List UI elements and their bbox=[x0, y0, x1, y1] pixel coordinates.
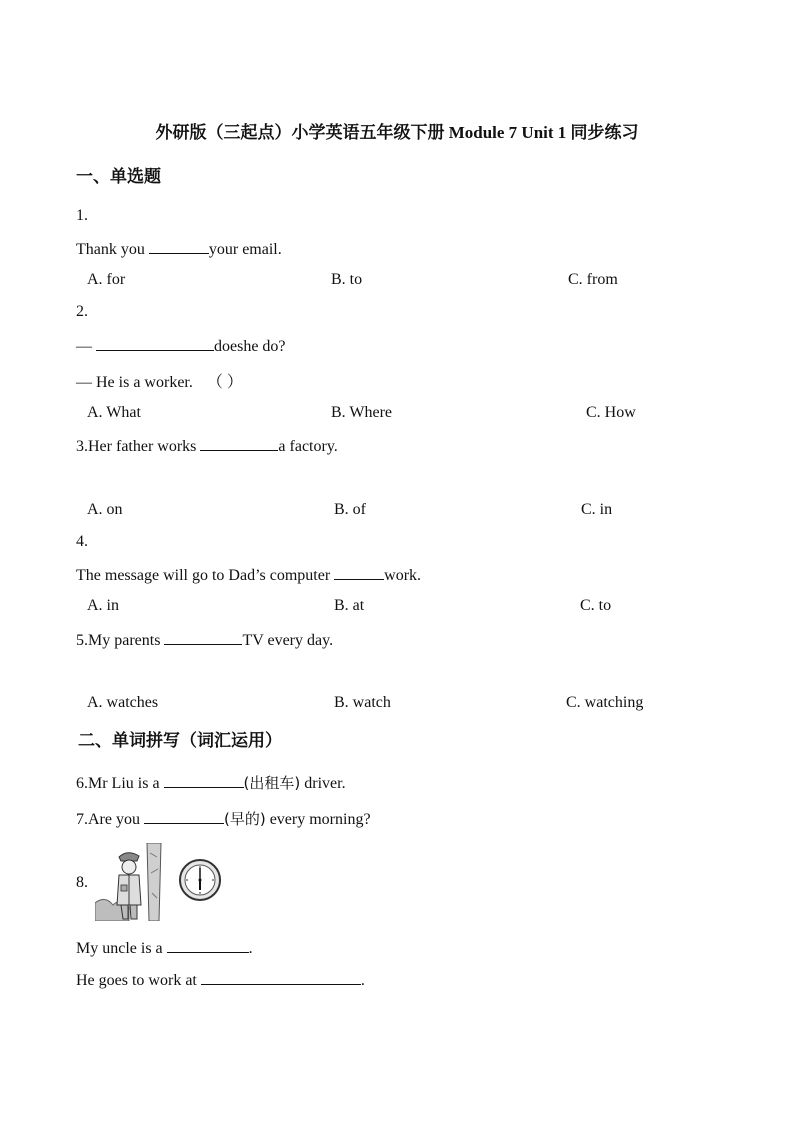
q3-stem-pre: 3.Her father works bbox=[76, 438, 201, 455]
section-heading-spelling: 二、单词拼写（词汇运用） bbox=[78, 731, 282, 750]
q8-blank-1 bbox=[167, 938, 249, 953]
q8-line2-pre: He goes to work at bbox=[76, 972, 201, 989]
q2-stem-post: doeshe do? bbox=[214, 338, 286, 355]
q2-stem bbox=[76, 336, 286, 356]
q4-number: 4. bbox=[76, 533, 88, 550]
q8-line2 bbox=[76, 970, 365, 990]
q6-stem bbox=[76, 772, 346, 793]
q8-blank-2 bbox=[201, 970, 361, 985]
q2-dash: — bbox=[76, 338, 96, 355]
q3-stem-post: a factory. bbox=[278, 438, 338, 455]
q3-stem bbox=[76, 436, 338, 456]
q5-option-b[interactable]: B. watch bbox=[334, 694, 391, 711]
q8-line2-post: . bbox=[360, 972, 365, 989]
q3-blank bbox=[200, 436, 278, 451]
q4-stem-pre: The message will go to Dad’s computer bbox=[76, 567, 335, 584]
q1-option-a[interactable]: A. for bbox=[87, 271, 126, 288]
q7-blank bbox=[144, 809, 224, 824]
q8-line1-post: . bbox=[248, 940, 253, 957]
q1-stem bbox=[76, 239, 282, 259]
q7-stem-pre: 7.Are you bbox=[76, 811, 144, 828]
q5-option-c[interactable]: C. watching bbox=[566, 694, 644, 711]
q1-blank bbox=[149, 239, 209, 254]
q6-blank bbox=[164, 773, 244, 788]
clock-icon bbox=[178, 858, 222, 902]
q8-line1 bbox=[76, 938, 253, 958]
page-title: 外研版（三起点）小学英语五年级下册 Module 7 Unit 1 同步练习 bbox=[155, 123, 639, 142]
q2-option-b[interactable]: B. Where bbox=[331, 404, 393, 421]
q2-answer-line bbox=[76, 369, 243, 392]
q4-blank bbox=[334, 565, 384, 580]
q4-stem-post: work. bbox=[384, 567, 422, 584]
q6-hint: (出租车) bbox=[243, 774, 301, 792]
q5-option-a[interactable]: A. watches bbox=[87, 694, 159, 711]
q1-stem-pre: Thank you bbox=[76, 241, 149, 258]
q1-stem-post: your email. bbox=[208, 241, 282, 258]
q4-option-a[interactable]: A. in bbox=[87, 597, 119, 614]
q4-stem bbox=[76, 565, 421, 585]
q1-number: 1. bbox=[76, 207, 88, 224]
section-heading-multiple-choice: 一、单选题 bbox=[76, 167, 161, 186]
q3-option-c[interactable]: C. in bbox=[581, 501, 613, 518]
q5-stem-pre: 5.My parents bbox=[76, 632, 165, 649]
q2-option-a[interactable]: A. What bbox=[87, 404, 141, 421]
q4-option-b[interactable]: B. at bbox=[334, 597, 365, 614]
q7-hint: (早的) bbox=[223, 810, 266, 828]
q8-line1-pre: My uncle is a bbox=[76, 940, 167, 957]
policeman-image bbox=[95, 843, 165, 921]
q7-stem bbox=[76, 808, 371, 829]
q1-option-b[interactable]: B. to bbox=[331, 271, 363, 288]
q2-line2: — He is a worker. bbox=[76, 374, 193, 391]
q5-stem-post: TV every day. bbox=[242, 632, 334, 649]
q5-stem bbox=[76, 630, 333, 650]
q6-stem-post: driver. bbox=[300, 775, 346, 792]
q8-number: 8. bbox=[76, 874, 88, 891]
q3-option-a[interactable]: A. on bbox=[87, 501, 123, 518]
q2-number: 2. bbox=[76, 303, 88, 320]
q7-stem-post: every morning? bbox=[265, 811, 371, 828]
q1-option-c[interactable]: C. from bbox=[568, 271, 618, 288]
q5-blank bbox=[164, 630, 242, 645]
q4-option-c[interactable]: C. to bbox=[580, 597, 612, 614]
q2-blank bbox=[96, 336, 214, 351]
q3-option-b[interactable]: B. of bbox=[334, 501, 366, 518]
q2-paren: （ ） bbox=[206, 374, 243, 391]
q2-option-c[interactable]: C. How bbox=[586, 404, 636, 421]
q6-stem-pre: 6.Mr Liu is a bbox=[76, 775, 164, 792]
